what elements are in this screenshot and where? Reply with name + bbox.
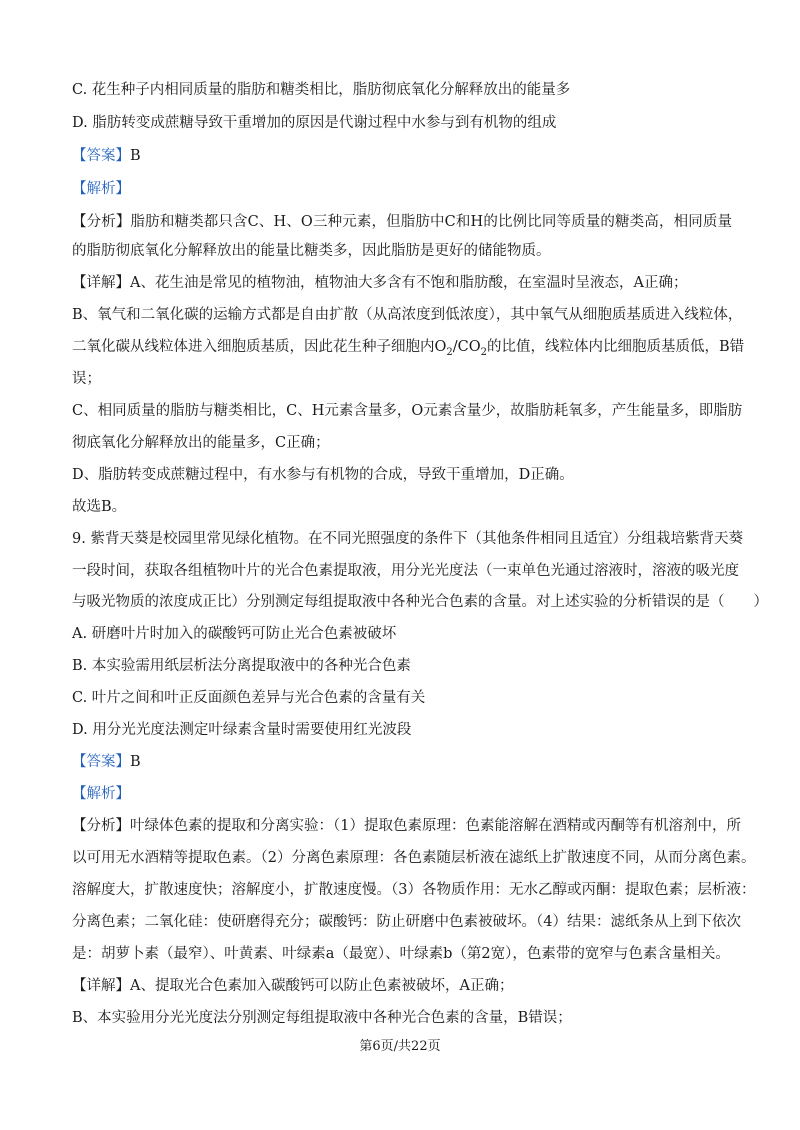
q8-xiangjie-d: D、脂肪转变成蔗糖过程中，有水参与有机物的合成，导致干重增加，D正确。 [72,467,574,483]
q9-stem-2: 一段时间，获取各组植物叶片的光合色素提取液，用分光光度法（一束单色光通过溶液时，溶液的吸光度 [72,563,739,579]
xiangjie-tag: 【详解】 [72,978,130,994]
q9-answer [72,751,732,773]
q8-conclusion: 故选B。 [72,499,127,515]
answer-tag: 【答案】 [72,754,130,770]
answer-value: B [130,148,141,164]
q9-xiangjie-a: 【详解】A、提取光合色素加入碳酸钙可以防止色素被破坏，A正确； [72,978,514,994]
q9-fenxi-line-4: 分离色素；二氧化硅：使研磨得充分；碳酸钙：防止研磨中色素被破坏。（4）结果：滤纸条从上到下依次 [72,914,741,930]
q9-stem-3: 与吸光物质的浓度成正比）分别测定每组提取液中各种光合色素的含量。对上述实验的分析错误的是（ ） [72,594,768,610]
q9-analysis-heading: 【解析】 [72,786,130,802]
q8-option-d: D. 脂肪转变成蔗糖导致干重增加的原因是代谢过程中水参与到有机物的组成 [72,115,557,131]
q8-fenxi-line-2: 的脂肪彻底氧化分解释放出的能量比糖类多，因此脂肪是更好的储能物质。 [72,243,551,259]
q8-answer [72,145,732,167]
q9-option-a: A. 研磨叶片时加入的碳酸钙可防止光合色素被破坏 [72,626,397,642]
q9-option-c: C. 叶片之间和叶正反面颜色差异与光合色素的含量有关 [72,690,426,706]
q9-fenxi-line-1: 【分析】叶绿体色素的提取和分离实验：（1）提取色素原理：色素能溶解在酒精或丙酮等有机溶剂中，所 [72,818,741,834]
q9-fenxi-line-3: 溶解度大，扩散速度快；溶解度小，扩散速度慢。（3）各物质作用：无水乙醇或丙酮：提取色素；层析液： [72,882,756,898]
answer-value: B [130,754,141,770]
xiangjie-tag: 【详解】 [72,275,130,291]
q9-stem-1: 9. 紫背天葵是校园里常见绿化植物。在不同光照强度的条件下（其他条件相同且适宜）分组栽培紫背天葵 [72,531,743,547]
q8-xiangjie-c-2: 彻底氧化分解释放出的能量多，C正确； [72,435,330,451]
q8-option-c: C. 花生种子内相同质量的脂肪和糖类相比，脂肪彻底氧化分解释放出的能量多 [72,82,571,98]
answer-tag: 【答案】 [72,148,130,164]
q8-xiangjie-a: 【详解】A、花生油是常见的植物油，植物油大多含有不饱和脂肪酸，在室温时呈液态，A正确； [72,275,688,291]
fenxi-tag: 【分析】 [72,214,131,230]
q8-xiangjie-b-1: B、氧气和二氧化碳的运输方式都是自由扩散（从高浓度到低浓度），其中氧气从细胞质基质进入线粒体， [72,307,743,323]
page-footer: 第6页/共22页 [359,1039,441,1054]
q8-fenxi-line-1: 【分析】脂肪和糖类都只含C、H、O三种元素，但脂肪中C和H的比例比同等质量的糖类高，相同质量 [72,214,732,230]
q8-xiangjie-b-3: 误； [72,371,101,387]
q8-analysis-heading: 【解析】 [72,181,130,197]
q9-xiangjie-b: B、本实验用分光光度法分别测定每组提取液中各种光合色素的含量，B错误； [72,1010,572,1026]
q9-option-b: B. 本实验需用纸层析法分离提取液中的各种光合色素 [72,658,411,674]
q8-xiangjie-b-2: 二氧化碳从线粒体进入细胞质基质，因此花生种子细胞内$O_2/CO_2$的比值，线粒体内比细胞质基质低，B错 [72,339,745,358]
q9-fenxi-line-5: 是：胡萝卜素（最窄）、叶黄素、叶绿素a（最宽）、叶绿素b（第2宽），色素带的宽窄与色素含量相关。 [72,946,730,962]
q9-option-d: D. 用分光光度法测定叶绿素含量时需要使用红光波段 [72,722,412,738]
q8-xiangjie-c-1: C、相同质量的脂肪与糖类相比，C、H元素含量多，O元素含量少，故脂肪耗氧多，产生能量多，即脂肪 [72,403,743,419]
q9-fenxi-line-2: 以可用无水酒精等提取色素。（2）分离色素原理：各色素随层析液在滤纸上扩散速度不同，从而分离色素。 [72,850,756,866]
fenxi-tag: 【分析】 [72,818,130,834]
